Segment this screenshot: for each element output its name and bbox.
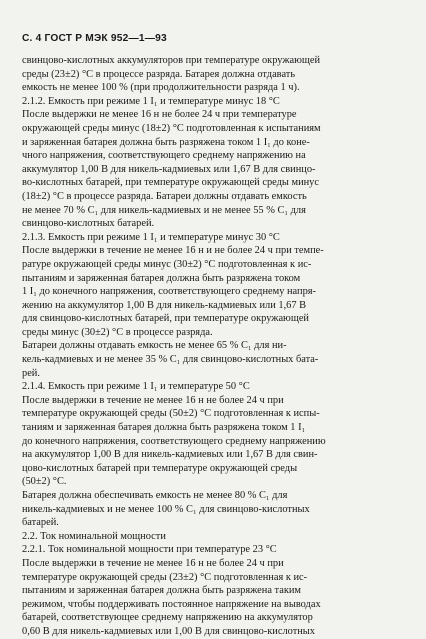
text-line: 2.2.1. Ток номинальной мощности при температуре 23 °С: [22, 544, 277, 556]
text-line: аккумулятор 1,00 В для никель-кадмиевых или 1,67 В для свинцо-: [22, 163, 316, 175]
text-line: цово-кислотных батарей при температуре окружающей среды: [22, 462, 298, 474]
text-line: до конечного напряжения, соответствующего среднему напряжению: [22, 435, 326, 447]
text-line: среды минус (30±2) °С в процессе разряда.: [22, 326, 213, 338]
text-line: Батарея должна обеспечивать емкость не менее 80 % C₁ для: [22, 490, 288, 501]
text-line: не менее 70 % C₁ для никель-кадмиевых и не менее 55 % C₁ для: [22, 204, 306, 216]
text-line: свинцово-кислотных батарей.: [22, 218, 155, 230]
text-line: После выдержки в течение не менее 16 н не более 24 ч при: [22, 394, 284, 406]
text-line: режимом, чтобы поддерживать постоянное напряжение на выводах: [22, 598, 321, 610]
text-line: во-кислотных батарей, при температуре окружающей среды минус: [22, 177, 319, 189]
text-line: Батареи должны отдавать емкость не менее 65 % C₁ для ни-: [22, 340, 287, 352]
text-line: После выдержки в течение не менее 16 н и не более 24 ч при темпе-: [22, 245, 324, 257]
text-line: никель-кадмиевых и не менее 100 % C₁ для свинцово-кислотных: [22, 503, 310, 515]
text-line: температуре окружающей среды (50±2) °С подготовленная к испы-: [22, 408, 320, 420]
text-line: батарей.: [22, 517, 59, 529]
text-line: ратуре окружающей среды минус (30±2) °С подготовленная к ис-: [22, 258, 312, 270]
text-line: таниям и заряженная батарея должна быть разряжена током 1 I₁: [22, 422, 306, 434]
text-line: среды (23±2) °С в процессе разряда. Батарея должна отдавать: [22, 68, 296, 80]
text-line: 1 I₁ до конечного напряжения, соответствующего среднему напря-: [22, 286, 317, 298]
text-line: пытаниям и заряженная батарея должна быть разряжена током: [22, 272, 301, 284]
text-line: температуре окружающей среды (23±2) °С подготовленная к ис-: [22, 571, 308, 583]
text-line: емкость не менее 100 % (при продолжительности разряда 1 ч).: [22, 82, 300, 94]
text-line: пытаниям и заряженная батарея должна быть разряжена таким: [22, 585, 301, 597]
text-line: для свинцово-кислотных батарей, при температуре окружающей: [22, 313, 309, 325]
text-line: окружающей среды минус (18±2) °С подготовленная к испытаниям: [22, 122, 321, 134]
text-line: жению на аккумулятор 1,00 В для никель-кадмиевых или 1,67 В: [22, 299, 307, 311]
text-line: После выдержки в течение не менее 16 н не более 24 ч при: [22, 557, 284, 569]
text-line: 2.1.2. Емкость при режиме 1 I₁ и температуре минус 18 °С: [22, 95, 280, 107]
document-body: [22, 54, 390, 639]
text-line: на аккумулятор 1,00 В для никель-кадмиевых или 1,67 В для свин-: [22, 449, 318, 461]
text-line: 0,60 В для никель-кадмиевых или 1,00 В для свинцово-кислотных: [22, 625, 315, 637]
text-line: чного напряжения, соответствующего среднему напряжению на: [22, 150, 306, 162]
text-line: (18±2) °С в процессе разряда. Батареи должны отдавать емкость: [22, 190, 307, 202]
text-line: После выдержки не менее 16 н не более 24 ч при температуре: [22, 109, 297, 121]
text-line: свинцово-кислотных аккумуляторов при температуре окружающей: [22, 55, 321, 66]
page-header: С. 4 ГОСТ Р МЭК 952—1—93: [22, 33, 167, 44]
text-line: (50±2) °С.: [22, 476, 67, 488]
text-line: 2.1.4. Емкость при режиме 1 I₁ и температуре 50 °С: [22, 381, 250, 393]
text-line: рей.: [22, 367, 40, 379]
text-line: 2.2. Ток номинальной мощности: [22, 530, 166, 542]
text-line: кель-кадмиевых и не менее 35 % C₁ для свинцово-кислотных бата-: [22, 354, 319, 366]
text-line: батарей, соответствующее среднему напряжению на аккумулятор: [22, 612, 313, 624]
text-line: и заряженная батарея должна быть разряжена током 1 I₁ до коне-: [22, 136, 310, 148]
text-line: 2.1.3. Емкость при режиме 1 I₁ и температуре минус 30 °С: [22, 231, 280, 243]
